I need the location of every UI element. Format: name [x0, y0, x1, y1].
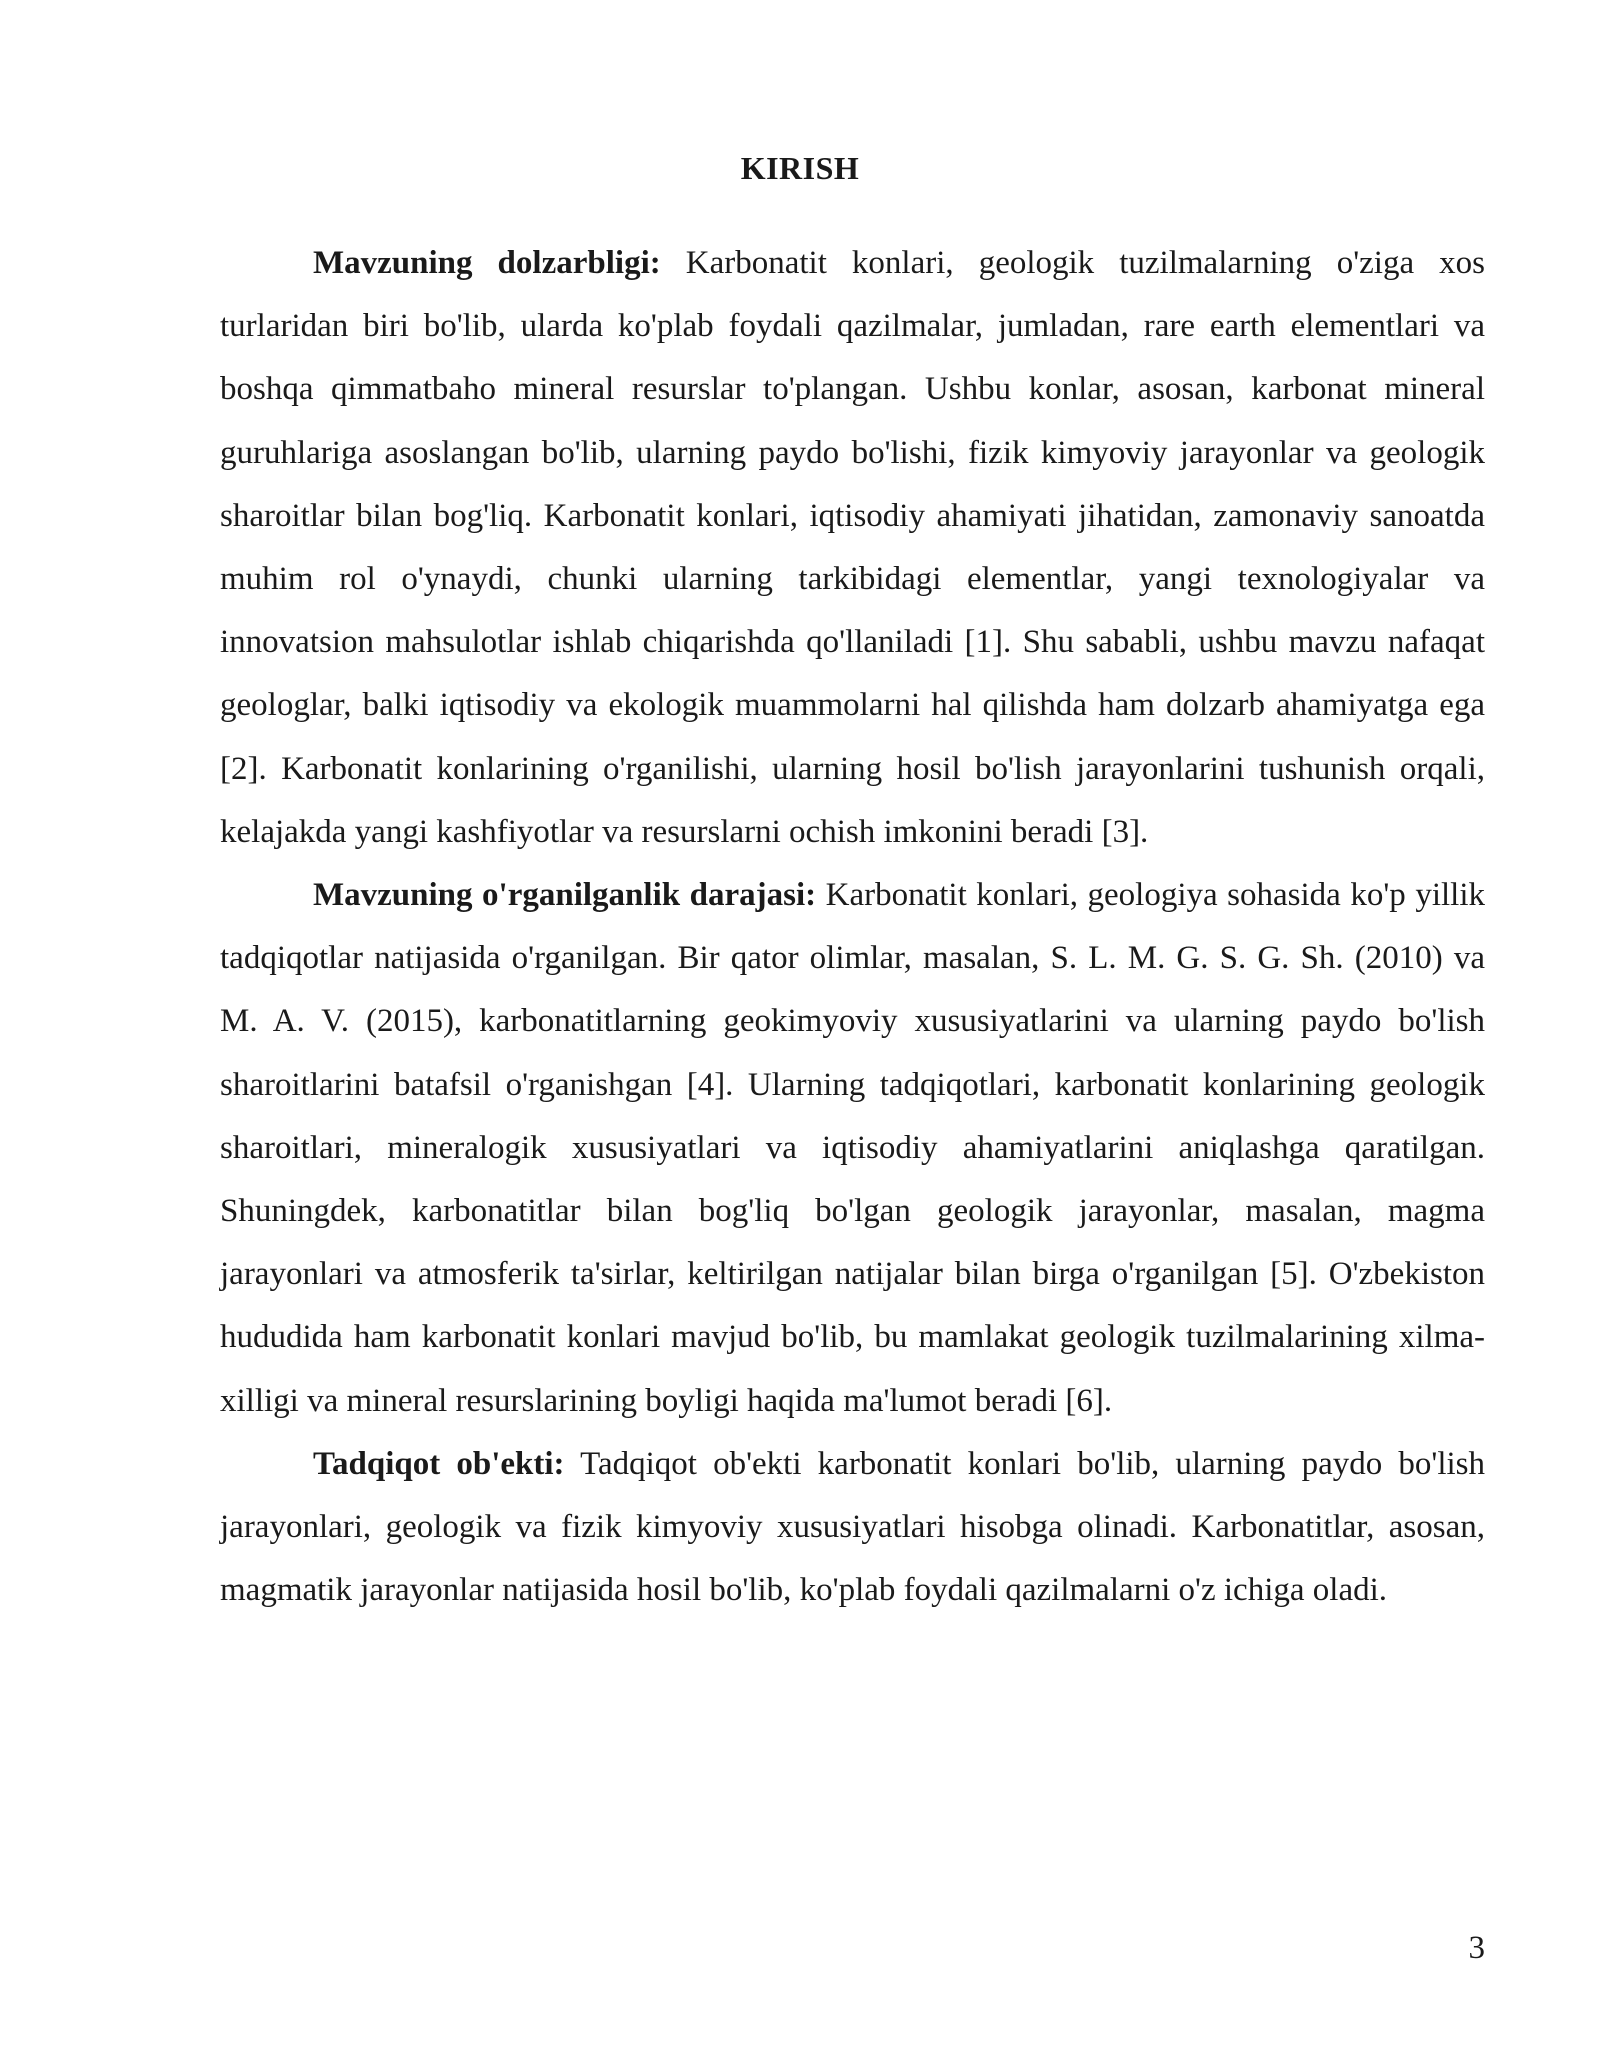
paragraph-text: Tadqiqot ob'ekti karbonatit konlari bo'lib, ularning paydo bo'lish jarayonlari, geologik va fizik kimyoviy xususiyatlari hisobga olinadi. Karbonatitlar, asosan, magmatik jarayonlar natijasida hosil bo'lib, ko'plab foydali qazilmalarni o'z ichiga oladi. — [220, 1445, 1485, 1609]
page-title: KIRISH — [740, 150, 860, 186]
paragraph-relevance — [220, 232, 1485, 864]
paragraph-heading: Mavzuning o'rganilganlik darajasi: — [313, 877, 817, 914]
paragraph-heading: Mavzuning dolzarbligi: — [313, 245, 661, 281]
paragraph-study-level — [220, 864, 1485, 1433]
paragraph-research-object — [220, 1433, 1485, 1623]
body-text — [220, 232, 1485, 1622]
paragraph-text: Karbonatit konlari, geologiya sohasida ko'p yillik tadqiqotlar natijasida o'rganilgan. Bir qator olimlar, masalan, S. L. M. G. S. G. Sh. (2010) va M. A. V. (2015), karbonatitlarning geokimyoviy xususiyatlarini va ularning paydo bo'lish sharoitlarini batafsil o'rganishgan [4]. Ularning tadqiqotlari, karbonatit konlarining geologik sharoitlari, mineralogik xususiyatlari va iqtisodiy ahamiyatlarini aniqlashga qaratilgan. Shuningdek, karbonatitlar bilan bog'liq bo'lgan geologik jarayonlar, masalan, magma jarayonlari va atmosferik ta'sirlar, keltirilgan natijalar bilan birga o'rganilgan [5]. O'zbekiston hududida ham karbonatit konlari mavjud bo'lib, bu mamlakat geologik tuzilmalarining xilma-xilligi va mineral resurslarining boyligi haqida ma'lumot beradi [6]. — [220, 877, 1485, 1419]
page-number: 3 — [1468, 1930, 1485, 1966]
paragraph-heading: Tadqiqot ob'ekti: — [313, 1445, 565, 1482]
paragraph-text: Karbonatit konlari, geologik tuzilmalarning o'ziga xos turlaridan biri bo'lib, ularda ko'plab foydali qazilmalar, jumladan, rare earth elementlari va boshqa qimmatbaho mineral resurslar to'plangan. Ushbu konlar, asosan, karbonat mineral guruhlariga asoslangan bo'lib, ularning paydo bo'lishi, fizik kimyoviy jarayonlar va geologik sharoitlar bilan bog'liq. Karbonatit konlari, iqtisodiy ahamiyati jihatidan, zamonaviy sanoatda muhim rol o'ynaydi, chunki ularning tarkibidagi elementlar, yangi texnologiyalar va innovatsion mahsulotlar ishlab chiqarishda qo'llaniladi [1]. Shu sababli, ushbu mavzu nafaqat geologlar, balki iqtisodiy va ekologik muammolarni hal qilishda ham dolzarb ahamiyatga ega [2]. Karbonatit konlarining o'rganilishi, ularning hosil bo'lish jarayonlarini tushunish orqali, kelajakda yangi kashfiyotlar va resurslarni ochish imkonini beradi [3]. — [220, 245, 1485, 850]
